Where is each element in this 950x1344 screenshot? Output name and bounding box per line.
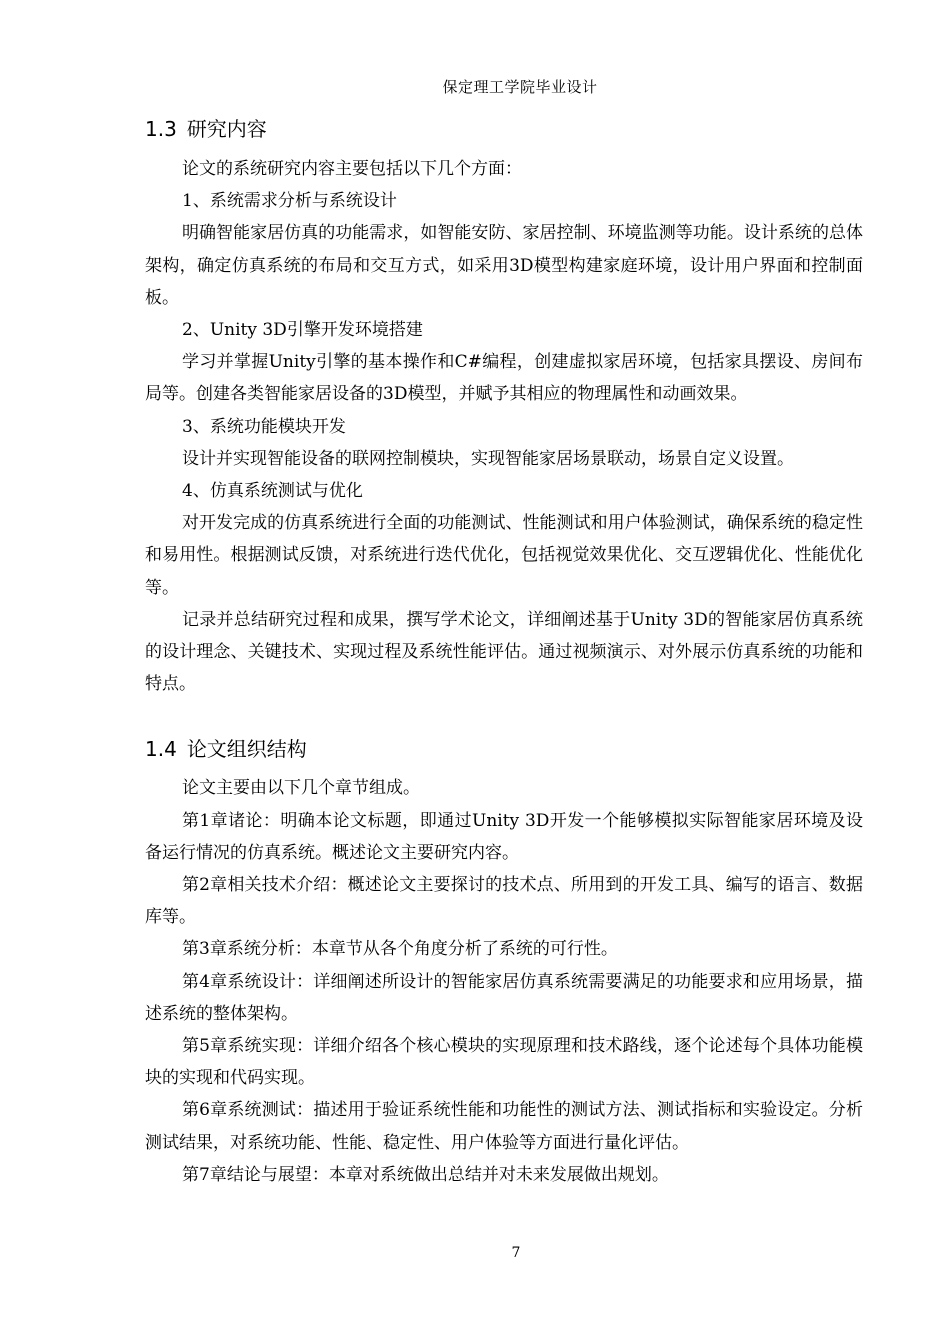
paragraph: 记录并总结研究过程和成果，撰写学术论文，详细阐述基于Unity 3D的智能家居仿真系统的设计理念、关键技术、实现过程及系统性能评估。通过视频演示、对外展示仿真系统的功能和特点。 xyxy=(145,609,863,695)
paragraph: 学习并掌握Unity引擎的基本操作和C#编程，创建虚拟家居环境，包括家具摆设、房间布局等。创建各类智能家居设备的3D模型，并赋予其相应的物理属性和动画效果。 xyxy=(145,352,863,405)
chapter-summary: 第6章系统测试：描述用于验证系统性能和功能性的测试方法、测试指标和实验设定。分析测试结果，对系统功能、性能、稳定性、用户体验等方面进行量化评估。 xyxy=(145,1100,863,1153)
list-item-heading: 2、Unity 3D引擎开发环境搭建 xyxy=(182,320,423,341)
section-heading-1-4 xyxy=(145,734,863,764)
section-number: 1.3 xyxy=(145,117,177,141)
chapter-summary: 第7章结论与展望：本章对系统做出总结并对未来发展做出规划。 xyxy=(182,1164,669,1185)
chapter-summary: 第4章系统设计：详细阐述所设计的智能家居仿真系统需要满足的功能要求和应用场景，描述系统的整体架构。 xyxy=(145,971,863,1024)
list-item-heading: 1、系统需求分析与系统设计 xyxy=(182,191,397,212)
paragraph: 论文的系统研究内容主要包括以下几个方面： xyxy=(182,159,522,179)
running-header: 保定理工学院毕业设计 xyxy=(442,78,598,96)
list-item-heading: 3、系统功能模块开发 xyxy=(182,416,346,437)
paragraph: 对开发完成的仿真系统进行全面的功能测试、性能测试和用户体验测试，确保系统的稳定性和易用性。根据测试反馈，对系统进行迭代优化，包括视觉效果优化、交互逻辑优化、性能优化等。 xyxy=(145,513,863,598)
paragraph: 明确智能家居仿真的功能需求，如智能安防、家居控制、环境监测等功能。设计系统的总体架构，确定仿真系统的布局和交互方式，如采用3D模型构建家庭环境，设计用户界面和控制面板。 xyxy=(145,223,863,308)
chapter-summary: 第2章相关技术介绍：概述论文主要探讨的技术点、所用到的开发工具、编写的语言、数据库等。 xyxy=(145,875,863,928)
section-title: 研究内容 xyxy=(186,117,267,141)
page-number: 7 xyxy=(511,1245,521,1261)
chapter-summary: 第1章诸论：明确本论文标题，即通过Unity 3D开发一个能够模拟实际智能家居环境及设备运行情况的仿真系统。概述论文主要研究内容。 xyxy=(145,810,863,863)
section-title: 论文组织结构 xyxy=(186,737,307,762)
section-number: 1.4 xyxy=(145,737,177,762)
paragraph: 设计并实现智能设备的联网控制模块，实现智能家居场景联动，场景自定义设置。 xyxy=(182,448,794,469)
section-heading-1-3 xyxy=(145,114,863,144)
page-content xyxy=(145,114,863,1191)
paragraph: 论文主要由以下几个章节组成。 xyxy=(182,778,420,799)
chapter-summary: 第3章系统分析：本章节从各个角度分析了系统的可行性。 xyxy=(182,939,618,960)
chapter-summary: 第5章系统实现：详细介绍各个核心模块的实现原理和技术路线，逐个论述每个具体功能模块的实现和代码实现。 xyxy=(145,1036,863,1089)
list-item-heading: 4、仿真系统测试与优化 xyxy=(182,481,363,502)
